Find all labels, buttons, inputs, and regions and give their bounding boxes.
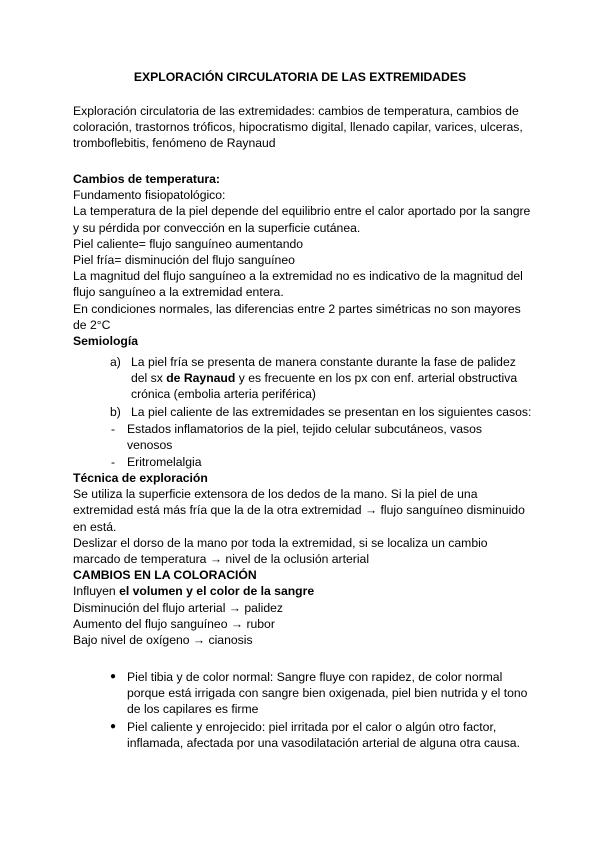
list-item-a <box>111 354 531 403</box>
bullet-item <box>110 719 530 751</box>
dash-item-line: Estados inflamatorios de la piel, tejido celular subcutáneos, vasos <box>127 422 482 436</box>
intro-line: tromboflebitis, fenómeno de Raynaud <box>73 136 276 151</box>
list-marker: a) <box>110 355 121 369</box>
temperatura-line: Piel caliente= flujo sanguíneo aumentando <box>73 236 304 251</box>
bullet-icon: ● <box>110 721 117 732</box>
raynaud-bold: de Raynaud <box>166 371 236 386</box>
intro-line: Exploración circulatoria de las extremidades: cambios de temperatura, cambios de <box>73 104 519 118</box>
temperatura-line: y su pérdida por convección en la superficie cutánea. <box>73 220 361 235</box>
coloracion-line: Aumento del flujo sanguíneo → rubor <box>73 616 275 631</box>
page-title: EXPLORACIÓN CIRCULATORIA DE LAS EXTREMIDADES <box>133 70 467 84</box>
tecnica-section <box>73 470 533 648</box>
bullet-line: de los capilares es firme <box>127 702 259 717</box>
list-item-line: La piel caliente de las extremidades se presentan en los siguientes casos: <box>131 405 532 419</box>
temperatura-heading: Cambios de temperatura: <box>73 172 220 186</box>
dash-item <box>111 454 531 470</box>
temperatura-line: Piel fría= disminución del flujo sanguíneo <box>73 253 295 268</box>
temperatura-line: de 2°C <box>73 317 111 332</box>
tecnica-line: en está. <box>73 519 117 534</box>
influyen-text: Influyen <box>73 584 120 599</box>
intro-paragraph <box>73 103 533 152</box>
bullet-item <box>110 669 530 718</box>
bullet-line: inflamada, afectada por una vasodilatación arterial de alguna otra causa. <box>127 736 520 751</box>
semiologia-heading: Semiología <box>73 334 139 349</box>
temperatura-line: La magnitud del flujo sanguíneo a la extremidad no es indicativo de la magnitud del <box>73 269 523 284</box>
dash-marker: - <box>111 422 116 436</box>
list-item-line: crónica (embolia arteria periférica) <box>131 387 316 402</box>
list-item-line: La piel fría se presenta de manera constante durante la fase de palidez <box>131 355 516 369</box>
bullet-icon: ● <box>110 671 117 682</box>
tecnica-line: Se utiliza la superficie extensora de los dedos de la mano. Si la piel de una <box>73 487 478 502</box>
temperatura-line: La temperatura de la piel depende del equilibrio entre el calor aportado por la sangre <box>73 204 531 219</box>
tecnica-line: extremidad está más fría que la de la otra extremidad → flujo sanguíneo disminuido <box>73 503 525 518</box>
temperatura-line: flujo sanguíneo a la extremidad entera. <box>73 285 284 300</box>
coloracion-line: Bajo nivel de oxígeno → cianosis <box>73 633 253 648</box>
tecnica-line: Deslizar el dorso de la mano por toda la extremidad, si se localiza un cambio <box>73 535 488 550</box>
bullet-line: Piel caliente y enrojecido: piel irritada por el calor o algún otro factor, <box>127 720 497 734</box>
coloracion-heading: CAMBIOS EN LA COLORACIÓN <box>73 568 257 583</box>
intro-line: coloración, trastornos tróficos, hipocratismo digital, llenado capilar, varices, ulceras, <box>73 120 523 135</box>
dash-item-line: venosos <box>127 438 173 453</box>
bullet-line: porque está irrigada con sangre bien oxigenada, piel bien nutrida y el tono <box>127 686 528 701</box>
list-item-b <box>111 404 531 420</box>
list-item-text: y es frecuente en los px con enf. arterial obstructiva <box>235 371 518 386</box>
list-marker: b) <box>110 405 121 419</box>
dash-marker: - <box>111 455 116 469</box>
bullet-line: Piel tibia y de color normal: Sangre fluye con rapidez, de color normal <box>127 670 503 684</box>
list-item-text: del sx <box>131 371 167 386</box>
influyen-bold: el volumen y el color de la sangre <box>119 584 315 599</box>
coloracion-line: Disminución del flujo arterial → palidez <box>73 600 283 615</box>
temperatura-line: En condiciones normales, las diferencias entre 2 partes simétricas no son mayores <box>73 301 521 316</box>
temperatura-section <box>73 171 533 349</box>
dash-item <box>111 421 531 453</box>
temperatura-line: Fundamento fisiopatológico: <box>73 188 226 203</box>
tecnica-line: marcado de temperatura → nivel de la oclusión arterial <box>73 552 370 567</box>
tecnica-heading: Técnica de exploración <box>73 471 208 485</box>
dash-item-line: Eritromelalgia <box>127 455 202 469</box>
